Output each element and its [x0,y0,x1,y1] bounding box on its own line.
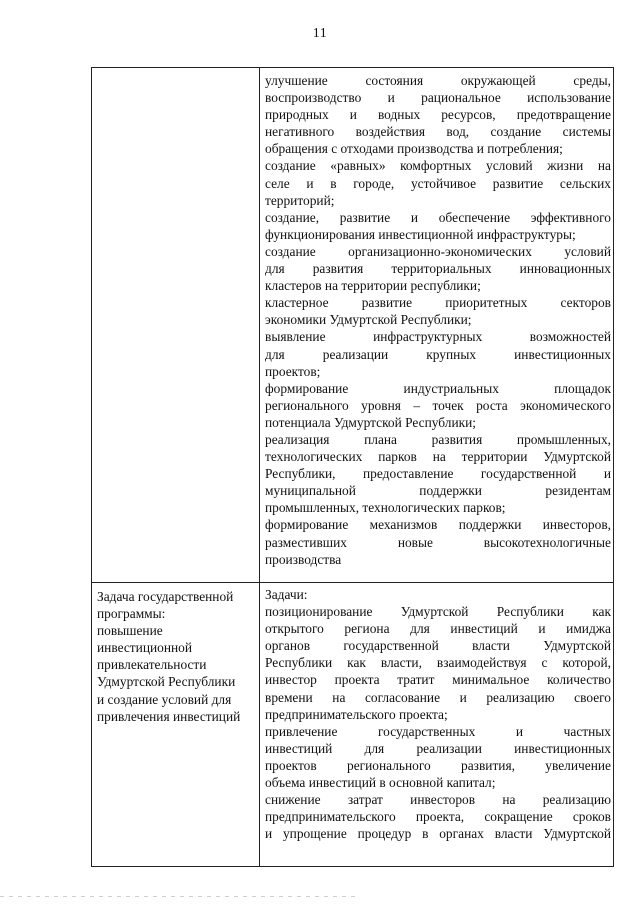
text-line: создание организационно-экономических условий [265,243,611,259]
task-label-line: повышение [97,623,163,639]
task-label-line: и создание условий для [97,691,232,707]
task-label-line: Удмуртской Республики [97,674,236,690]
text-line: привлечение государственных и частных [265,723,611,739]
task-label-line: Задача государственной [97,589,234,604]
text-line: Республики, предоставление государственной и [265,466,611,482]
text-line: Задачи: [265,587,308,602]
row-1-left-cell [92,68,260,583]
program-table [91,67,614,867]
text-line: селе и в городе, устойчивое развитие сельских [265,175,611,191]
text-line: для развития территориальных инновационных [265,261,611,277]
table-row [92,583,614,867]
text-line: улучшение состояния окружающей среды, [265,73,611,88]
text-line: природных и водных ресурсов, предотвращение [265,107,611,123]
text-line: проектов; [265,363,321,379]
text-line: проектов регионального развития, увеличение [265,757,611,773]
text-line: потенциала Удмуртской Республики; [265,414,477,430]
text-line: Республики как власти, взаимодействуя с которой, [265,655,611,671]
text-line: открытого региона для инвестиций и имиджа [265,621,611,637]
text-line: выявление инфраструктурных возможностей [265,329,611,345]
text-line: создание «равных» комфортных условий жизни на [265,158,611,174]
task-label-line: привлекательности [97,657,207,673]
task-label-line: инвестиционной [97,640,193,656]
text-line: снижение затрат инвесторов на реализацию [265,792,611,808]
text-line: функционирования инвестиционной инфраструктуры; [265,226,576,242]
page-number: 11 [312,26,328,41]
task-label-line: привлечения инвестиций [97,708,241,724]
row-2-left-cell [92,583,260,867]
text-line: воспроизводство и рациональное использование [265,90,611,106]
text-line: формирование механизмов поддержки инвесторов, [265,517,611,533]
text-line: и упрощение процедур в органах власти Удмуртской [265,826,611,842]
text-line: создание, развитие и обеспечение эффективного [265,209,611,225]
text-line: инвестиций для реализации инвестиционных [265,740,611,756]
text-line: предпринимательского проекта; [265,706,448,722]
text-line: технологических парков на территории Удмуртской [265,449,611,465]
text-line: промышленных, технологических парков; [265,500,506,516]
text-line: регионального уровня – точек роста экономического [265,397,611,413]
text-line: производства [265,551,342,567]
text-line: объема инвестиций в основной капитал; [265,775,496,791]
text-line: муниципальной поддержки резидентам [265,483,611,499]
table-row [92,68,614,583]
text-line: разместивших новые высокотехнологичные [265,534,611,550]
text-line: инвестор проекта тратит минимальное количество [265,672,611,688]
row-2-right-cell [260,583,614,867]
scan-artifact-line [0,896,360,897]
text-line: кластерное развитие приоритетных секторов [265,295,611,311]
text-line: времени на согласование и реализацию своего [265,689,611,705]
task-label-line: программы: [97,606,166,622]
text-line: экономики Удмуртской Республики; [265,312,472,328]
text-line: формирование индустриальных площадок [265,380,611,396]
text-line: предпринимательского проекта, сокращение сроков [265,809,611,825]
text-line: реализация плана развития промышленных, [265,431,611,447]
text-line: кластеров на территории республики; [265,278,481,294]
text-line: негативного воздействия вод, создание системы [265,124,611,140]
text-line: позиционирование Удмуртской Республики как [265,604,611,620]
text-line: территорий; [265,192,335,208]
text-line: обращения с отходами производства и потребления; [265,141,563,157]
text-line: органов государственной власти Удмуртской [265,638,611,654]
row-1-right-cell [260,68,614,583]
text-line: для реализации крупных инвестиционных [265,346,611,362]
